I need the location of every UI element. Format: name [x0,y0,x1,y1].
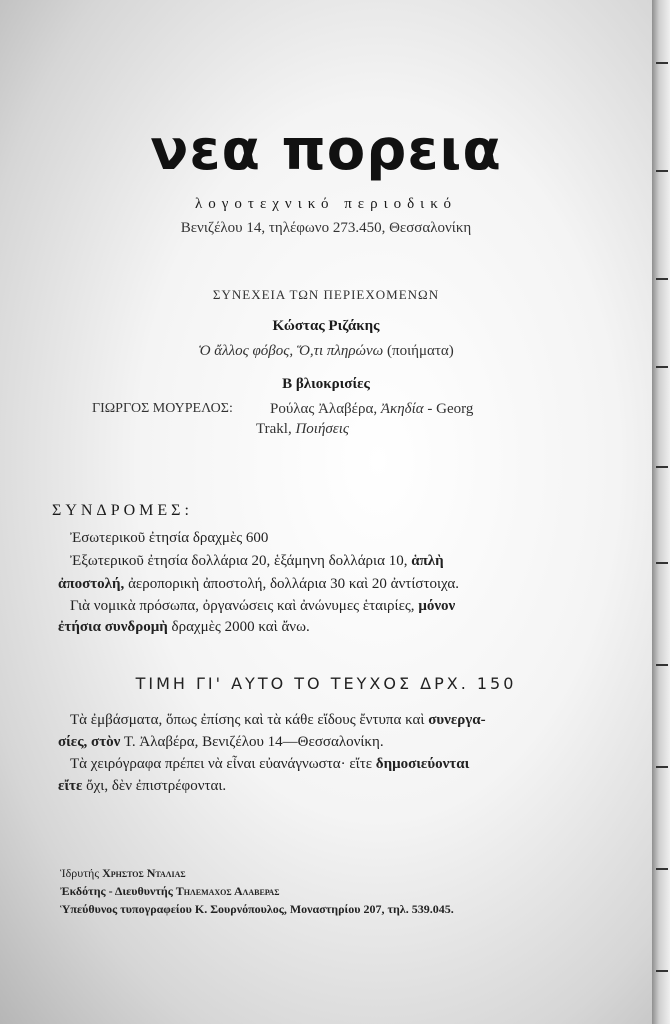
edge-mark [656,562,668,564]
publisher-address: Βενιζέλου 14, τηλέφωνο 273.450, Θεσσαλονίκη [180,220,472,236]
colophon-label: Ἐκδότης - Διευθυντής [60,884,173,898]
colophon-value: Τηλεμαχος Αλαβερας [175,884,280,898]
subscription-line [58,619,310,636]
edge-mark [656,664,668,666]
colophon-value: Χρηστος Νταλιας [102,866,186,880]
reviewed-work: Ποιήσεις [295,421,349,437]
section-heading-reviews: Β βλιοκρισίες [282,376,370,392]
colophon-founder [60,866,186,881]
subscription-text: ἐτήσια συνδρομὴ [58,619,168,635]
reviewed-author: - Georg [427,401,474,417]
edge-mark [656,868,668,870]
colophon-label: Ὑπεύθυνος τυπογραφείου [60,902,192,916]
reviewer-name: ΓΙΩΡΓΟΣ ΜΟΥΡΕΛΟΣ: [92,401,233,416]
reviewed-author: Trakl, [256,421,292,437]
issue-price: ΤΙΜΗ ΓΙ' ΑΥΤΟ ΤΟ ΤΕΥΧΟΣ ΔΡΧ. 150 [135,674,517,693]
colophon-label: Ἱδρυτής [60,866,100,880]
work-title: Ὁ ἄλλος φόβος, [198,343,294,359]
notice-line [70,756,469,773]
subscription-line: Ἐσωτερικοῦ ἐτησία δραχμὲς 600 [70,530,269,546]
subscription-text: μόνον [418,598,456,614]
subscription-text: ἀεροπορικὴ ἀποστολή, δολλάρια 30 καὶ 20 ἀντίστοιχα. [128,576,459,592]
page-edge [652,0,670,1024]
edge-mark [656,170,668,172]
notice-text: Τὰ χειρόγραφα πρέπει νὰ εἶναι εὐανάγνωστα· εἴτε [70,756,373,772]
notice-text: συνεργα- [428,712,486,728]
edge-mark [656,366,668,368]
notice-text: εἴτε [58,778,83,794]
notice-text: Τ. Ἀλαβέρα, Βενιζέλου 14—Θεσσαλονίκη. [123,734,384,750]
subscription-text: Ἐξωτερικοῦ ἐτησία δολλάρια 20, ἑξάμηνη δολλάρια 10, [70,553,408,569]
colophon-printer [60,902,454,917]
colophon-publisher [60,884,280,899]
subscription-text: Γιὰ νομικὰ πρόσωπα, ὀργανώσεις καὶ ἀνώνυμες ἑταιρίες, [70,598,415,614]
subscription-text: ἀποστολή, [58,576,125,592]
notice-text: Τὰ ἐμβάσματα, ὅπως ἐπίσης καὶ τὰ κάθε εἴδους ἔντυπα καὶ [70,712,425,728]
work-title: Ὅ,τι πληρώνω [296,343,384,359]
masthead-title: νεα πορεια [150,118,502,183]
notice-line [58,778,226,795]
notice-text: σίες, στὸν [58,734,121,750]
review-subjects [270,401,473,418]
edge-mark [656,766,668,768]
subscriptions-heading: ΣΥΝΔΡΟΜΕΣ: [52,502,193,519]
review-subjects-cont [256,421,349,438]
reviewed-author: Ρούλας Ἀλαβέρα, [270,401,378,417]
notice-line [70,712,486,729]
subscription-text: ἁπλὴ [411,553,444,569]
contents-author: Κώστας Ριζάκης [272,318,380,334]
edge-mark [656,466,668,468]
masthead-subtitle: λογοτεχνικό περιοδικό [195,196,457,212]
edge-mark [656,970,668,972]
subscription-text: δραχμὲς 2000 καὶ ἄνω. [171,619,310,635]
contents-works [0,343,652,360]
edge-mark [656,62,668,64]
contents-heading: ΣΥΝΕΧΕΙΑ ΤΩΝ ΠΕΡΙΕΧΟΜΕΝΩΝ [212,287,440,302]
subscription-line [70,553,444,570]
subscription-line [58,576,459,593]
notice-text: ὄχι, δὲν ἐπιστρέφονται. [86,778,227,794]
edge-mark [656,278,668,280]
colophon-value: Κ. Σουρνόπουλος, Μοναστηρίου 207, τηλ. 539.045. [194,902,454,916]
notice-text: δημοσιεύονται [375,756,470,772]
notice-line [58,734,384,751]
subscription-line [70,598,455,615]
reviewed-work: Ἀκηδία [380,401,424,417]
work-genre: (ποιήματα) [387,343,454,359]
